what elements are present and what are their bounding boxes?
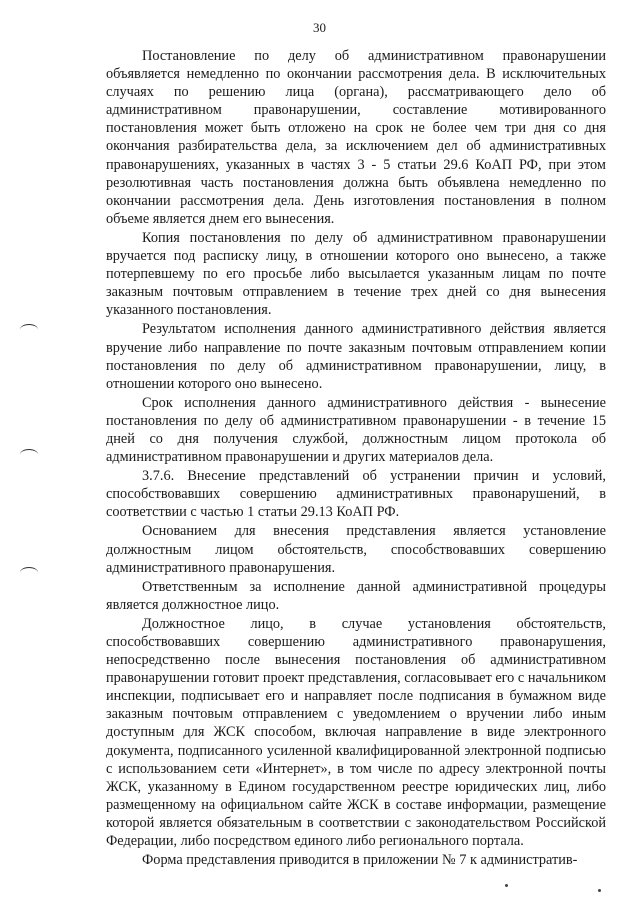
punch-hole-mark [20, 324, 38, 335]
scan-speck [598, 889, 601, 892]
punch-hole-mark [20, 449, 38, 460]
document-body [106, 47, 606, 869]
paragraph: Ответственным за исполнение данной административной процедуры является должностное лицо. [106, 578, 606, 613]
paragraph: Копия постановления по делу об административном правонарушении вручается под расписку лицу, в отношении которого оно вынесено, а также потерпевшему по его просьбе либо высылается указанным лицам по почте заказным почтовым отправлением в течение трех дней со дня вынесения указанного постановления. [106, 229, 606, 319]
paragraph: Основанием для внесения представления является установление должностным лицом обстоятельств, способствовавших совершению административного правонарушения. [106, 523, 606, 576]
punch-hole-mark [20, 567, 38, 578]
paragraph: Результатом исполнения данного административного действия является вручение либо направление по почте заказным почтовым отправлением копии постановления по делу об административном правонарушении, лицу, в отношении которого оно вынесено. [106, 321, 606, 392]
paragraph: Должностное лицо, в случае установления обстоятельств, способствовавших совершению административного правонарушения, непосредственно после вынесения постановления об административном правонарушении готовит проект представления, согласовывает его с начальником инспекции, подписывает его и направляет после подписания в бумажном виде заказным почтовым отправлением с уведомлением о вручении либо иным доступным для ЖСК способом, включая направление в виде электронного документа, подписанного усиленной квалифицированной электронной подписью с использованием сети «Интернет», в том числе по адресу электронной почты ЖСК, указанному в Едином государственном реестре юридических лиц, либо размещенному на официальном сайте ЖСК в составе информации, размещение которой является обязательным в соответствии с законодательством Российской Федерации, либо посредством единого либо регионального портала. [106, 615, 607, 850]
paragraph: Постановление по делу об административном правонарушении объявляется немедленно по окончании рассмотрения дела. В исключительных случаях по решению лица (органа), рассматривающего дело об административном правонарушении, составление мотивированного постановления может быть отложено на срок не более чем три дня со дня окончания разбирательства дела, за исключением дел об административных правонарушениях, указанных в частях 3 - 5 статьи 29.6 КоАП РФ, при этом резолютивная часть постановления должна быть объявлена немедленно по окончании рассмотрения дела. День изготовления постановления в полном объеме является днем его вынесения. [106, 48, 606, 227]
scan-speck [505, 884, 508, 887]
page-number: 30 [313, 20, 326, 35]
paragraph: Срок исполнения данного административного действия - вынесение постановления по делу об административном правонарушении - в течение 15 дней со дня получения службой, должностным лицом протокола об административном правонарушении и других материалов дела. [106, 394, 606, 466]
paragraph: 3.7.6. Внесение представлений об устранении причин и условий, способствовавших совершению административных правонарушений, в соответствии с частью 1 статьи 29.13 КоАП РФ. [106, 468, 606, 521]
paragraph: Форма представления приводится в приложении № 7 к административ- [142, 852, 578, 869]
